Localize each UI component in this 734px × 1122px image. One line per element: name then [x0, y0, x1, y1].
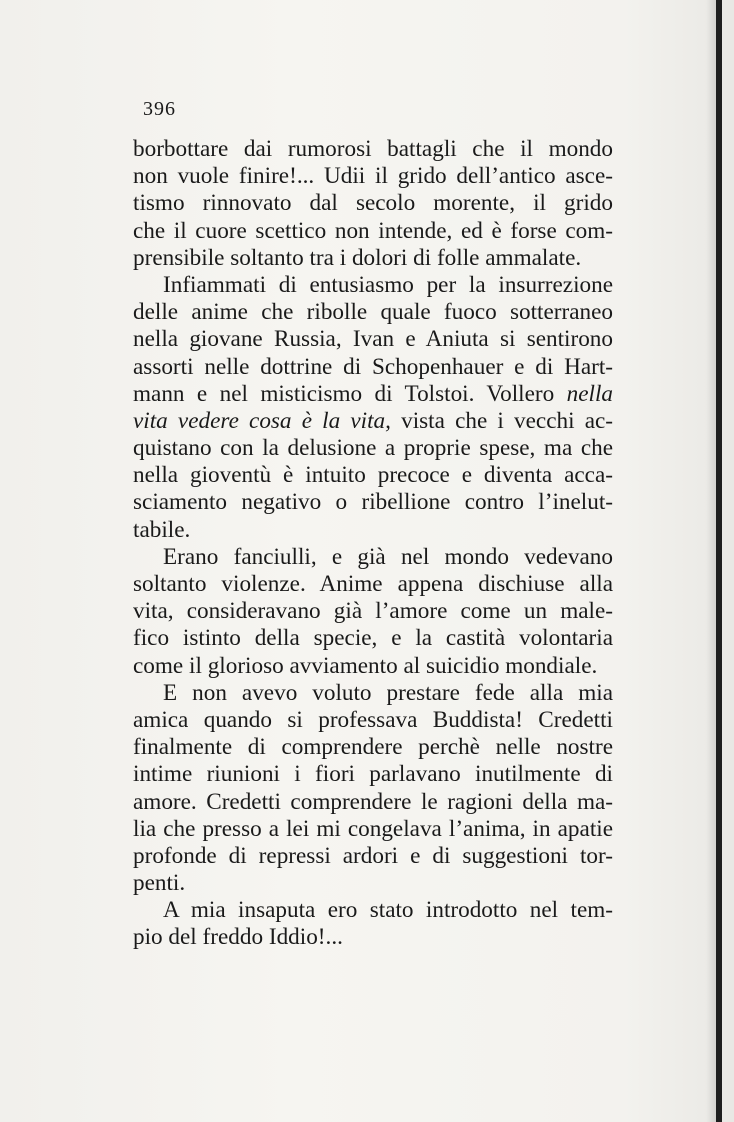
text-line: sciamento negativo o ribellione contro l’inelut- [133, 489, 613, 516]
text-line: nella gioventù è intuito precoce e diventa acca- [133, 462, 613, 489]
text-line: prensibile soltanto tra i dolori di folle ammalate. [133, 244, 582, 271]
text-line: profonde di repressi ardori e di suggestioni tor- [133, 842, 613, 869]
page-edge-border [716, 0, 722, 1122]
text-line: intime riunioni i fiori parlavano inutilmente di [133, 761, 613, 788]
italic-segment: nella [566, 380, 614, 407]
text-line: nella giovane Russia, Ivan e Aniuta si sentirono [133, 326, 613, 353]
text-segment: vista che i vecchi ac- [401, 407, 614, 434]
text-line: non vuole finire!... Udii il grido dell’antico asce- [133, 163, 613, 190]
italic-segment: vita vedere cosa è la vita, [133, 407, 391, 434]
page-number: 396 [143, 98, 176, 120]
text-line: amore. Credetti comprendere le ragioni della ma- [133, 788, 613, 815]
body-text [133, 136, 613, 952]
text-line: Infiammati di entusiasmo per la insurrezione [163, 271, 613, 298]
text-line: finalmente di comprendere perchè nelle nostre [133, 734, 613, 761]
text-line: quistano con la delusione a proprie spese, ma che [133, 435, 613, 462]
text-line [133, 408, 613, 435]
text-line: E non avevo voluto prestare fede alla mia [163, 679, 613, 706]
text-segment: mann e nel misticismo di Tolstoi. Vollero [133, 380, 555, 407]
text-line: lia che presso a lei mi congelava l’anima, in apatie [133, 815, 613, 842]
text-line: tabile. [133, 516, 191, 543]
text-line [133, 381, 613, 408]
text-line: A mia insaputa ero stato introdotto nel tem- [163, 897, 613, 924]
text-line: soltanto violenze. Anime appena dischiuse alla [133, 571, 613, 597]
text-line: Erano fanciulli, e già nel mondo vedevano [163, 543, 613, 570]
text-line: vita, consideravano già l’amore come un male- [133, 598, 613, 625]
text-line: pio del freddo Iddio!... [133, 924, 343, 951]
text-line: borbottare dai rumorosi battagli che il mondo [133, 136, 613, 162]
text-line: come il glorioso avviamento al suicidio mondiale. [133, 652, 598, 679]
text-line: fico istinto della specie, e la castità volontaria [133, 625, 613, 652]
page-gutter-shadow [706, 0, 716, 1122]
text-line: amica quando si professava Buddista! Credetti [133, 706, 613, 733]
text-line: che il cuore scettico non intende, ed è forse com- [133, 217, 613, 244]
text-line: delle anime che ribolle quale fuoco sotterraneo [133, 299, 613, 326]
text-line: tismo rinnovato dal secolo morente, il grido [133, 190, 613, 217]
text-line: assorti nelle dottrine di Schopenhauer e di Hart- [133, 353, 613, 380]
text-line: penti. [133, 870, 186, 897]
